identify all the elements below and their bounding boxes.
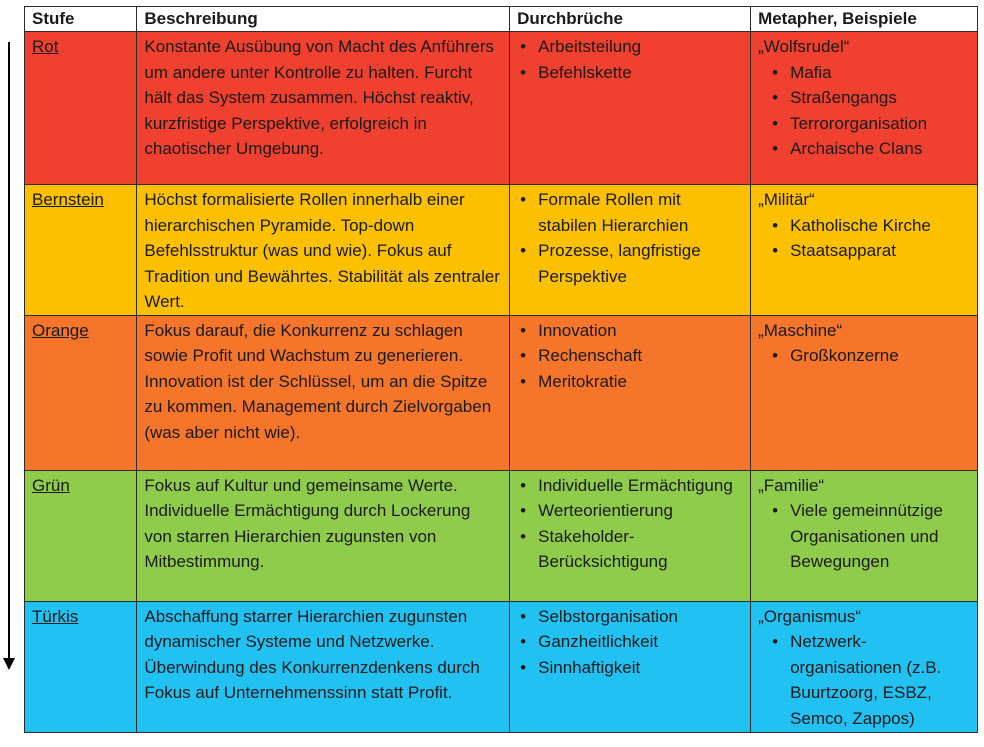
breakthroughs-cell	[510, 601, 751, 732]
header-row	[25, 7, 978, 32]
list-item: • Staatsapparat	[769, 238, 970, 264]
list-item: • Straßengangs	[769, 85, 970, 111]
metaphor-title: „Wolfsrudel“	[758, 37, 850, 56]
description-cell: Fokus auf Kultur und gemeinsame Werte. Individuelle Ermächtigung durch Lockerung von starren Hierarchien zugunsten von Mitbestimmung.	[137, 470, 510, 601]
description-cell: Fokus darauf, die Konkurrenz zu schlagen sowie Profit und Wachstum zu generieren. Innovation ist der Schlüssel, um an die Spitze zu kommen. Management durch Zielvorgaben (was aber nicht wie).	[137, 315, 510, 470]
description-cell: Konstante Ausübung von Macht des Anführers um andere unter Kontrolle zu halten. Furcht hält das System zusammen. Höchst reaktiv, kurzfristige Perspektive, erfolgreich in chaotischer Umgebung.	[137, 32, 510, 185]
metaphor-title: „Organismus“	[758, 606, 862, 626]
table-row	[25, 315, 978, 470]
breakthroughs-cell	[510, 315, 751, 470]
list-item: • Rechenschaft	[517, 343, 743, 369]
metaphor-title: „Militär“	[758, 190, 815, 209]
header-stufe: Stufe	[25, 7, 137, 32]
list-item: • Innovation	[517, 318, 743, 344]
stage-name: Orange	[32, 320, 89, 340]
list-item: • Selbstorganisation	[517, 604, 743, 630]
breakthroughs-cell	[510, 32, 751, 185]
stage-cell	[25, 185, 137, 316]
list-item: • Großkonzerne	[769, 343, 970, 369]
list-item: • Arbeitsteilung	[517, 34, 743, 60]
stage-cell	[25, 32, 137, 185]
description-cell: Höchst formalisierte Rollen innerhalb einer hierarchischen Pyramide. Top-down Befehlsstruktur (was und wie). Fokus auf Tradition und Bewährtes. Stabilität als zentraler Wert.	[137, 185, 510, 316]
header-beschreibung: Beschreibung	[137, 7, 510, 32]
header-durchbrueche: Durchbrüche	[510, 7, 751, 32]
list-item: • Sinnhaftigkeit	[517, 655, 743, 681]
breakthroughs-cell	[510, 185, 751, 316]
stage-name: Türkis	[32, 606, 79, 626]
list-item: • Ganzheitlichkeit	[517, 629, 743, 655]
metaphor-title: „Maschine“	[758, 320, 843, 340]
metaphor-cell	[751, 601, 978, 732]
table-row	[25, 32, 978, 185]
header-metapher: Metapher, Beispiele	[751, 7, 978, 32]
list-item: • Individuelle Ermächtigung	[517, 473, 743, 499]
list-item: • Mafia	[769, 60, 970, 86]
list-item: • Meritokratie	[517, 369, 743, 395]
metaphor-cell	[751, 185, 978, 316]
list-item: • Archaische Clans	[769, 136, 970, 162]
description-cell: Abschaffung starrer Hierarchien zugunsten dynamischer Systeme und Netzwerke. Überwindung des Konkurrenzdenkens durch Fokus auf Unternehmenssinn statt Profit.	[137, 601, 510, 732]
stages-table	[24, 6, 978, 733]
progression-arrow	[3, 42, 15, 672]
list-item: • Viele gemeinnützige Organisationen und Bewegungen	[769, 498, 970, 575]
stage-cell	[25, 470, 137, 601]
list-item: • Befehlskette	[517, 60, 743, 86]
breakthroughs-cell	[510, 470, 751, 601]
table-row	[25, 470, 978, 601]
stage-name: Grün	[32, 475, 70, 495]
table-row	[25, 601, 978, 732]
stage-name: Bernstein	[32, 190, 104, 209]
metaphor-cell	[751, 470, 978, 601]
metaphor-title: „Familie“	[758, 475, 825, 495]
arrow-shaft	[8, 42, 10, 660]
table-row	[25, 185, 978, 316]
arrow-head-icon	[3, 658, 15, 670]
list-item: • Prozesse, langfristige Perspektive	[517, 238, 743, 289]
list-item: • Stakeholder-Berücksichtigung	[517, 524, 743, 575]
list-item: • Terrororganisation	[769, 111, 970, 137]
stage-name: Rot	[32, 37, 59, 56]
list-item: • Formale Rollen mit stabilen Hierarchien	[517, 187, 743, 238]
list-item: • Netzwerk-organisationen (z.B. Buurtzoorg, ESBZ, Semco, Zappos)	[769, 629, 970, 731]
list-item: • Werteorientierung	[517, 498, 743, 524]
stage-cell	[25, 601, 137, 732]
metaphor-cell	[751, 315, 978, 470]
stage-cell	[25, 315, 137, 470]
list-item: • Katholische Kirche	[769, 213, 970, 239]
metaphor-cell	[751, 32, 978, 185]
